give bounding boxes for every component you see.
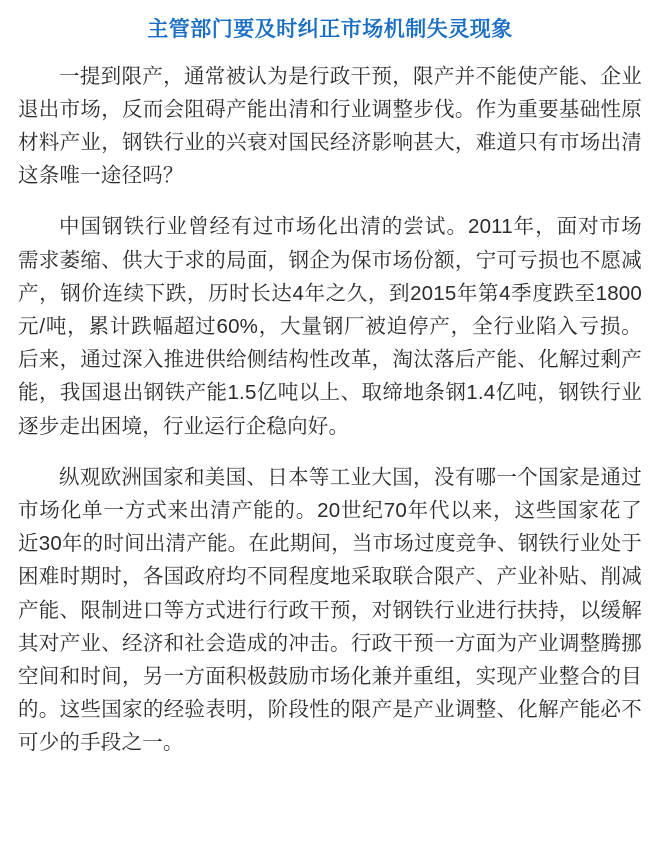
page-title: 主管部门要及时纠正市场机制失灵现象 <box>147 18 513 41</box>
paragraph-3: 纵观欧洲国家和美国、日本等工业大国，没有哪一个国家是通过市场化单一方式来出清产能的。20世纪70年代以来，这些国家花了近30年的时间出清产能。在此期间，当市场过度竞争、钢铁行业处于困难时期时，各国政府均不同程度地采取联合限产、产业补贴、削减产能、限制进口等方式进行行政干预，对钢铁行业进行扶持，以缓解其对产业、经济和社会造成的冲击。行政干预一方面为产业调整腾挪空间和时间，另一方面积极鼓励市场化兼并重组，实现产业整合的目的。这些国家的经验表明，阶段性的限产是产业调整、化解产能必不可少的手段之一。 <box>18 465 642 755</box>
paragraph-2: 中国钢铁行业曾经有过市场化出清的尝试。2011年，面对市场需求萎缩、供大于求的局面，钢企为保市场份额，宁可亏损也不愿减产，钢价连续下跌，历时长达4年之久，到2015年第4季度跌至1800元/吨，累计跌幅超过60%，大量钢厂被迫停产，全行业陷入亏损。后来，通过深入推进供给侧结构性改革，淘汰落后产能、化解过剩产能，我国退出钢铁产能1.5亿吨以上、取缔地条钢1.4亿吨，钢铁行业逐步走出困境，行业运行企稳向好。 <box>18 215 642 438</box>
paragraph-1: 一提到限产，通常被认为是行政干预，限产并不能使产能、企业退出市场，反而会阻碍产能出清和行业调整步伐。作为重要基础性原材料产业，钢铁行业的兴衰对国民经济影响甚大，难道只有市场出清这条唯一途径吗？ <box>18 64 642 188</box>
